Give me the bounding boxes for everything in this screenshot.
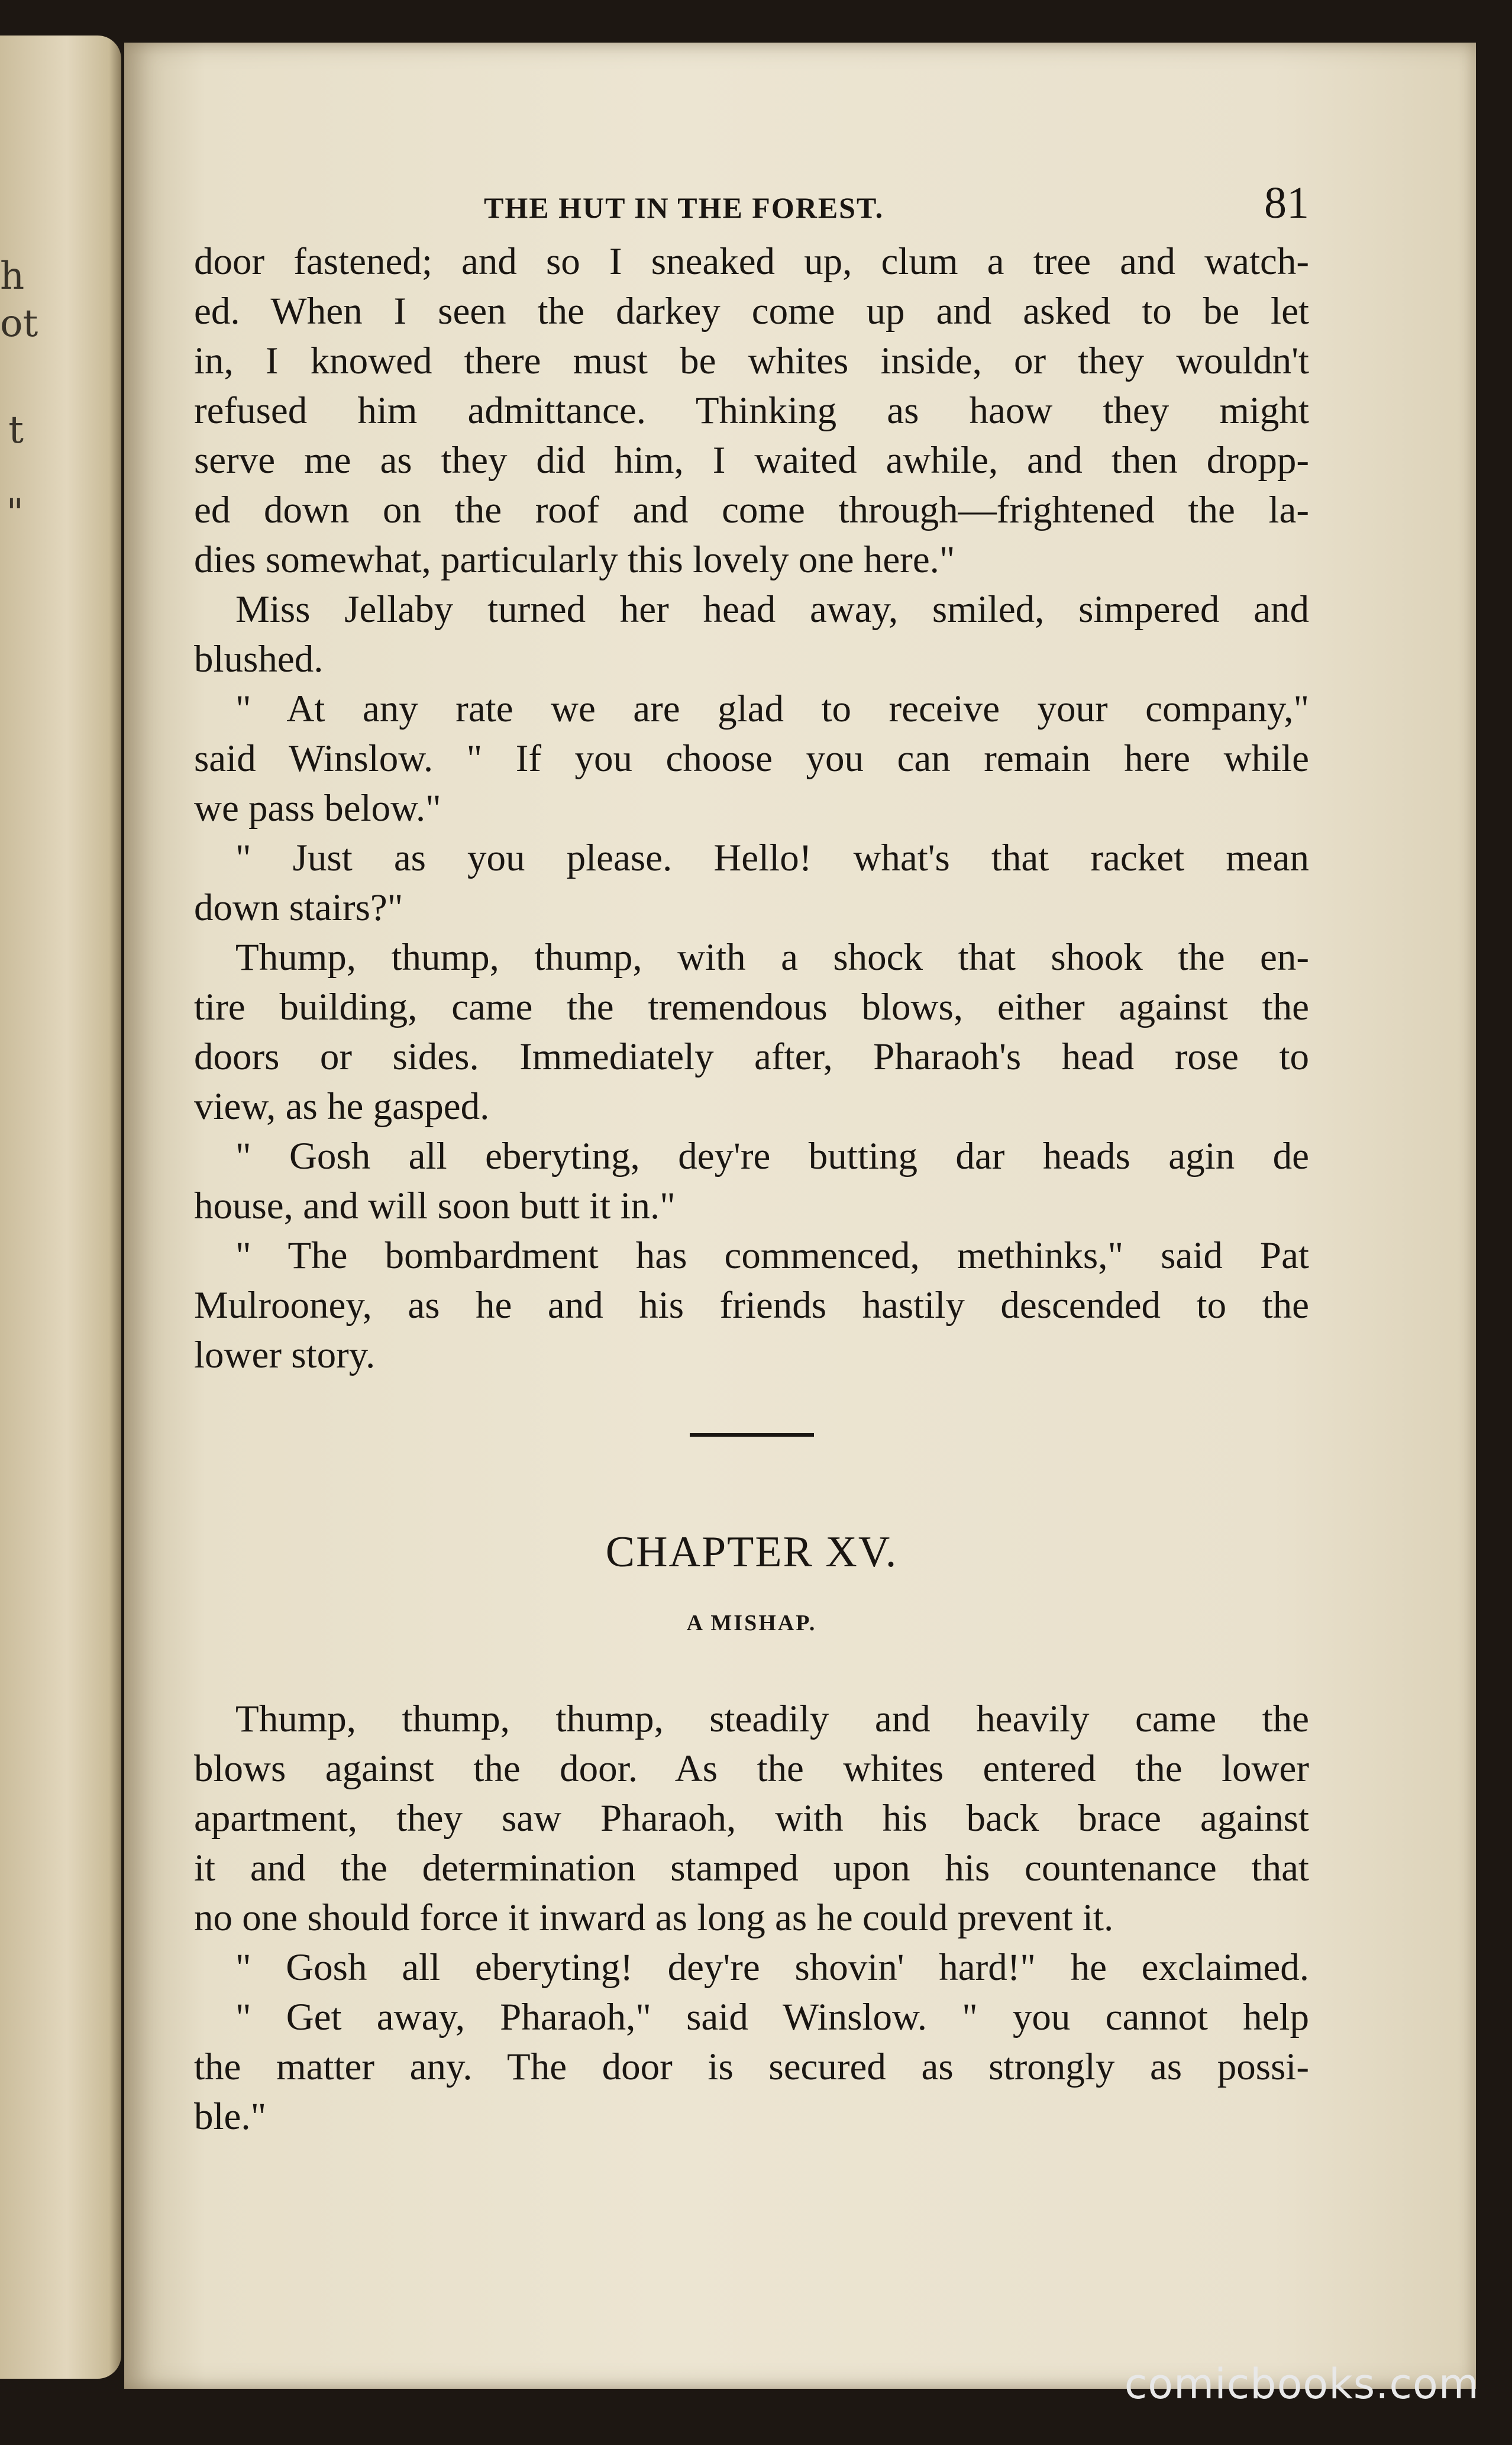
text-line: " At any rate we are glad to receive your company," [235, 688, 1309, 730]
text-line: Miss Jellaby turned her head away, smiled, simpered and [235, 588, 1309, 631]
text-line: tire building, came the tremendous blows, either against the [194, 986, 1309, 1028]
text-line: apartment, they saw Pharaoh, with his back brace against [194, 1797, 1309, 1840]
text-line: refused him admittance. Thinking as haow they might [194, 389, 1309, 432]
chapter-subtitle: A MISHAP. [686, 1611, 817, 1636]
text-before-chapter [194, 237, 1309, 1380]
text-line: down stairs?" [194, 886, 403, 929]
text-line: Thump, thump, thump, with a shock that shook the en- [235, 936, 1309, 979]
text-line: ed. When I seen the darkey come up and asked to be let [194, 290, 1309, 333]
page-text [194, 178, 1309, 2141]
left-page-fragment: " [6, 491, 24, 535]
text-line: in, I knowed there must be whites inside, or they wouldn't [194, 340, 1309, 382]
left-page-fragment: t [8, 408, 24, 452]
watermark: comicbooks.com [1124, 2360, 1479, 2408]
text-line: blushed. [194, 638, 324, 680]
text-line: " The bombardment has commenced, methinks," said Pat [235, 1234, 1309, 1277]
text-line: " Get away, Pharaoh," said Winslow. " you cannot help [235, 1996, 1309, 2038]
page-number: 81 [1264, 178, 1309, 228]
section-divider [690, 1433, 814, 1437]
text-line: view, as he gasped. [194, 1085, 490, 1128]
text-line: blows against the door. As the whites entered the lower [194, 1747, 1309, 1790]
text-line: Thump, thump, thump, steadily and heavily came the [235, 1698, 1309, 1740]
text-line: dies somewhat, particularly this lovely one here." [194, 538, 955, 581]
text-line: door fastened; and so I sneaked up, clum a tree and watch- [194, 240, 1309, 283]
text-line: ble." [194, 2095, 267, 2138]
page-header [194, 178, 1309, 237]
text-line: Mulrooney, as he and his friends hastily descended to the [194, 1284, 1309, 1327]
text-line: ed down on the roof and come through—frightened the la- [194, 489, 1309, 531]
text-line: " Just as you please. Hello! what's that racket mean [235, 837, 1309, 879]
text-line: " Gosh all eberyting! dey're shovin' hard!" he exclaimed. [235, 1946, 1309, 1989]
left-page-fragment: h [0, 254, 25, 298]
text-line: the matter any. The door is secured as strongly as possi- [194, 2046, 1309, 2088]
text-line: it and the determination stamped upon his countenance that [194, 1847, 1309, 1889]
left-page-edge [0, 36, 121, 2379]
text-line: " Gosh all eberyting, dey're butting dar heads agin de [235, 1135, 1309, 1178]
chapter-title: CHAPTER XV. [605, 1528, 898, 1576]
text-line: lower story. [194, 1334, 376, 1376]
text-after-chapter [194, 1694, 1309, 2141]
text-line: house, and will soon butt it in." [194, 1185, 676, 1227]
text-line: doors or sides. Immediately after, Pharaoh's head rose to [194, 1036, 1309, 1078]
text-line: no one should force it inward as long as he could prevent it. [194, 1896, 1114, 1939]
text-line: we pass below." [194, 787, 441, 830]
text-line: said Winslow. " If you choose you can remain here while [194, 737, 1309, 780]
left-page-fragment: ot [0, 302, 38, 346]
text-line: serve me as they did him, I waited awhile, and then dropp- [194, 439, 1309, 482]
running-head: THE HUT IN THE FOREST. [484, 191, 884, 224]
